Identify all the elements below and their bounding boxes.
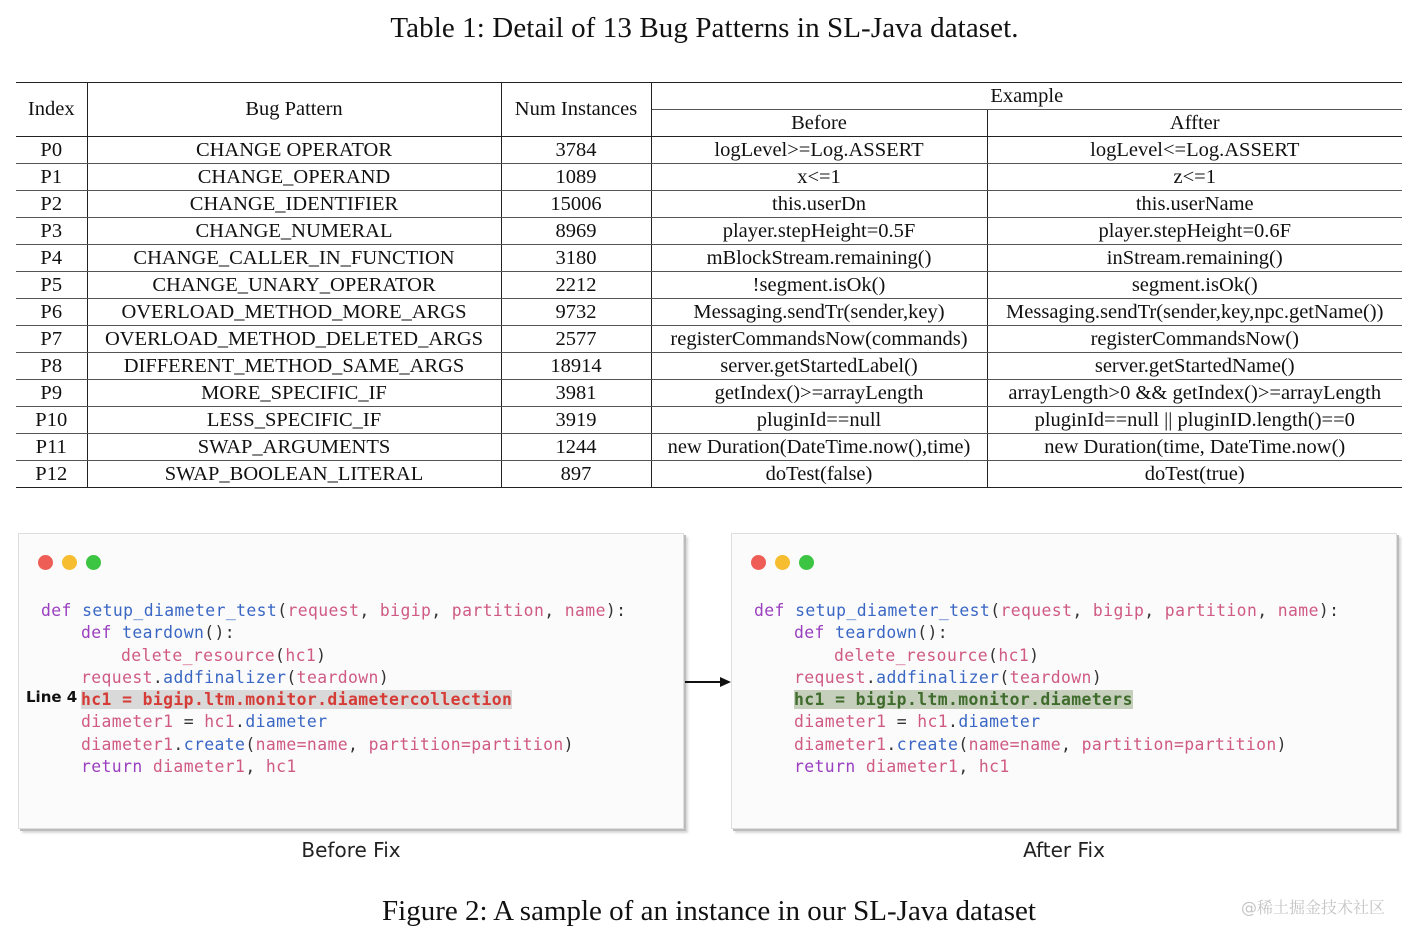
minimize-dot-icon [62, 555, 77, 570]
cell-bug-pattern: OVERLOAD_METHOD_MORE_ARGS [87, 299, 501, 326]
cell-num-instances: 15006 [501, 191, 651, 218]
header-after: Affter [987, 110, 1402, 137]
cell-bug-pattern: CHANGE_UNARY_OPERATOR [87, 272, 501, 299]
table-row [16, 326, 1402, 353]
before-fix-label: Before Fix [301, 838, 401, 862]
cell-example-after: server.getStartedName() [987, 353, 1402, 380]
cell-num-instances: 3981 [501, 380, 651, 407]
cell-example-before: server.getStartedLabel() [651, 353, 987, 380]
cell-bug-pattern: CHANGE_NUMERAL [87, 218, 501, 245]
cell-example-after: new Duration(time, DateTime.now() [987, 434, 1402, 461]
close-dot-icon [38, 555, 53, 570]
cell-num-instances: 3784 [501, 137, 651, 164]
cell-example-after: z<=1 [987, 164, 1402, 191]
bug-pattern-table [16, 82, 1402, 488]
cell-index: P0 [16, 137, 87, 164]
cell-bug-pattern: CHANGE_CALLER_IN_FUNCTION [87, 245, 501, 272]
cell-index: P2 [16, 191, 87, 218]
header-index: Index [16, 83, 87, 137]
minimize-dot-icon [775, 555, 790, 570]
cell-bug-pattern: SWAP_ARGUMENTS [87, 434, 501, 461]
after-fix-code-window [731, 533, 1397, 829]
cell-index: P11 [16, 434, 87, 461]
cell-example-before: doTest(false) [651, 461, 987, 488]
table-row [16, 299, 1402, 326]
cell-bug-pattern: CHANGE OPERATOR [87, 137, 501, 164]
cell-bug-pattern: CHANGE_IDENTIFIER [87, 191, 501, 218]
before-fix-code-window [18, 533, 684, 829]
cell-index: P3 [16, 218, 87, 245]
cell-index: P8 [16, 353, 87, 380]
before-code-block [41, 600, 626, 778]
table-row [16, 272, 1402, 299]
header-num-instances: Num Instances [501, 83, 651, 137]
table-row [16, 434, 1402, 461]
code-line-delete: delete_resource(hc1) [121, 645, 327, 665]
cell-index: P12 [16, 461, 87, 488]
code-line-create: diameter1.create(name=name, partition=partition) [81, 734, 574, 754]
cell-bug-pattern: LESS_SPECIFIC_IF [87, 407, 501, 434]
bug-highlight: hc1 = bigip.ltm.monitor.diametercollection [81, 690, 513, 710]
cell-example-before: !segment.isOk() [651, 272, 987, 299]
code-line-return: return diameter1, hc1 [81, 757, 297, 777]
code-line-create: diameter1.create(name=name, partition=partition) [794, 734, 1287, 754]
cell-num-instances: 9732 [501, 299, 651, 326]
window-controls [751, 555, 814, 570]
cell-bug-pattern: DIFFERENT_METHOD_SAME_ARGS [87, 353, 501, 380]
cell-num-instances: 2577 [501, 326, 651, 353]
code-line-teardown: def teardown(): [794, 623, 949, 643]
table-row [16, 407, 1402, 434]
cell-num-instances: 3919 [501, 407, 651, 434]
cell-example-before: pluginId==null [651, 407, 987, 434]
table-row [16, 164, 1402, 191]
fix-highlight: hc1 = bigip.ltm.monitor.diameters [794, 690, 1133, 710]
code-line-4-buggy [41, 689, 626, 711]
code-line-def: def setup_diameter_test(request, bigip, partition, name): [41, 601, 627, 620]
maximize-dot-icon [86, 555, 101, 570]
code-line-4-fixed [754, 689, 1339, 711]
code-line-teardown: def teardown(): [81, 623, 236, 643]
table-row [16, 191, 1402, 218]
right-arrow-icon [684, 674, 732, 690]
table-row [16, 380, 1402, 407]
cell-example-before: registerCommandsNow(commands) [651, 326, 987, 353]
code-line-addfinalizer: request.addfinalizer(teardown) [81, 667, 390, 687]
cell-example-after: logLevel<=Log.ASSERT [987, 137, 1402, 164]
close-dot-icon [751, 555, 766, 570]
window-controls [38, 555, 101, 570]
table-row [16, 137, 1402, 164]
cell-example-after: inStream.remaining() [987, 245, 1402, 272]
cell-num-instances: 2212 [501, 272, 651, 299]
code-line-def: def setup_diameter_test(request, bigip, partition, name): [754, 601, 1340, 620]
cell-bug-pattern: MORE_SPECIFIC_IF [87, 380, 501, 407]
cell-num-instances: 1089 [501, 164, 651, 191]
after-fix-label: After Fix [1023, 838, 1105, 862]
cell-index: P9 [16, 380, 87, 407]
code-line-delete: delete_resource(hc1) [834, 645, 1040, 665]
watermark: @稀土掘金技术社区 [1240, 898, 1385, 917]
cell-example-before: new Duration(DateTime.now(),time) [651, 434, 987, 461]
cell-num-instances: 897 [501, 461, 651, 488]
cell-example-before: Messaging.sendTr(sender,key) [651, 299, 987, 326]
table-row [16, 245, 1402, 272]
code-line-return: return diameter1, hc1 [794, 757, 1010, 777]
cell-example-before: getIndex()>=arrayLength [651, 380, 987, 407]
code-line-diameter: diameter1 = hc1.diameter [794, 712, 1041, 732]
code-line-addfinalizer: request.addfinalizer(teardown) [794, 667, 1103, 687]
cell-example-after: arrayLength>0 && getIndex()>=arrayLength [987, 380, 1402, 407]
cell-example-after: doTest(true) [987, 461, 1402, 488]
cell-bug-pattern: SWAP_BOOLEAN_LITERAL [87, 461, 501, 488]
cell-example-after: pluginId==null || pluginID.length()==0 [987, 407, 1402, 434]
table-row [16, 353, 1402, 380]
header-before: Before [651, 110, 987, 137]
table-row [16, 218, 1402, 245]
cell-index: P5 [16, 272, 87, 299]
maximize-dot-icon [799, 555, 814, 570]
cell-index: P7 [16, 326, 87, 353]
cell-example-before: logLevel>=Log.ASSERT [651, 137, 987, 164]
cell-num-instances: 8969 [501, 218, 651, 245]
cell-index: P4 [16, 245, 87, 272]
cell-bug-pattern: OVERLOAD_METHOD_DELETED_ARGS [87, 326, 501, 353]
cell-example-before: x<=1 [651, 164, 987, 191]
header-example: Example [651, 83, 1402, 110]
cell-index: P6 [16, 299, 87, 326]
cell-num-instances: 1244 [501, 434, 651, 461]
cell-example-before: player.stepHeight=0.5F [651, 218, 987, 245]
cell-example-after: Messaging.sendTr(sender,key,npc.getName()) [987, 299, 1402, 326]
code-line-diameter: diameter1 = hc1.diameter [81, 712, 328, 732]
cell-example-after: player.stepHeight=0.6F [987, 218, 1402, 245]
cell-example-after: segment.isOk() [987, 272, 1402, 299]
header-bug-pattern: Bug Pattern [87, 83, 501, 137]
cell-num-instances: 3180 [501, 245, 651, 272]
after-code-block [754, 600, 1339, 778]
cell-index: P10 [16, 407, 87, 434]
figure-caption: Figure 2: A sample of an instance in our SL-Java dataset [382, 895, 1036, 927]
line-4-label: Line 4 [26, 688, 78, 706]
table-caption: Table 1: Detail of 13 Bug Patterns in SL-Java dataset. [390, 12, 1019, 44]
cell-example-before: this.userDn [651, 191, 987, 218]
cell-example-after: this.userName [987, 191, 1402, 218]
cell-index: P1 [16, 164, 87, 191]
cell-num-instances: 18914 [501, 353, 651, 380]
table-row [16, 461, 1402, 488]
table-body [16, 137, 1402, 488]
cell-bug-pattern: CHANGE_OPERAND [87, 164, 501, 191]
cell-example-before: mBlockStream.remaining() [651, 245, 987, 272]
cell-example-after: registerCommandsNow() [987, 326, 1402, 353]
